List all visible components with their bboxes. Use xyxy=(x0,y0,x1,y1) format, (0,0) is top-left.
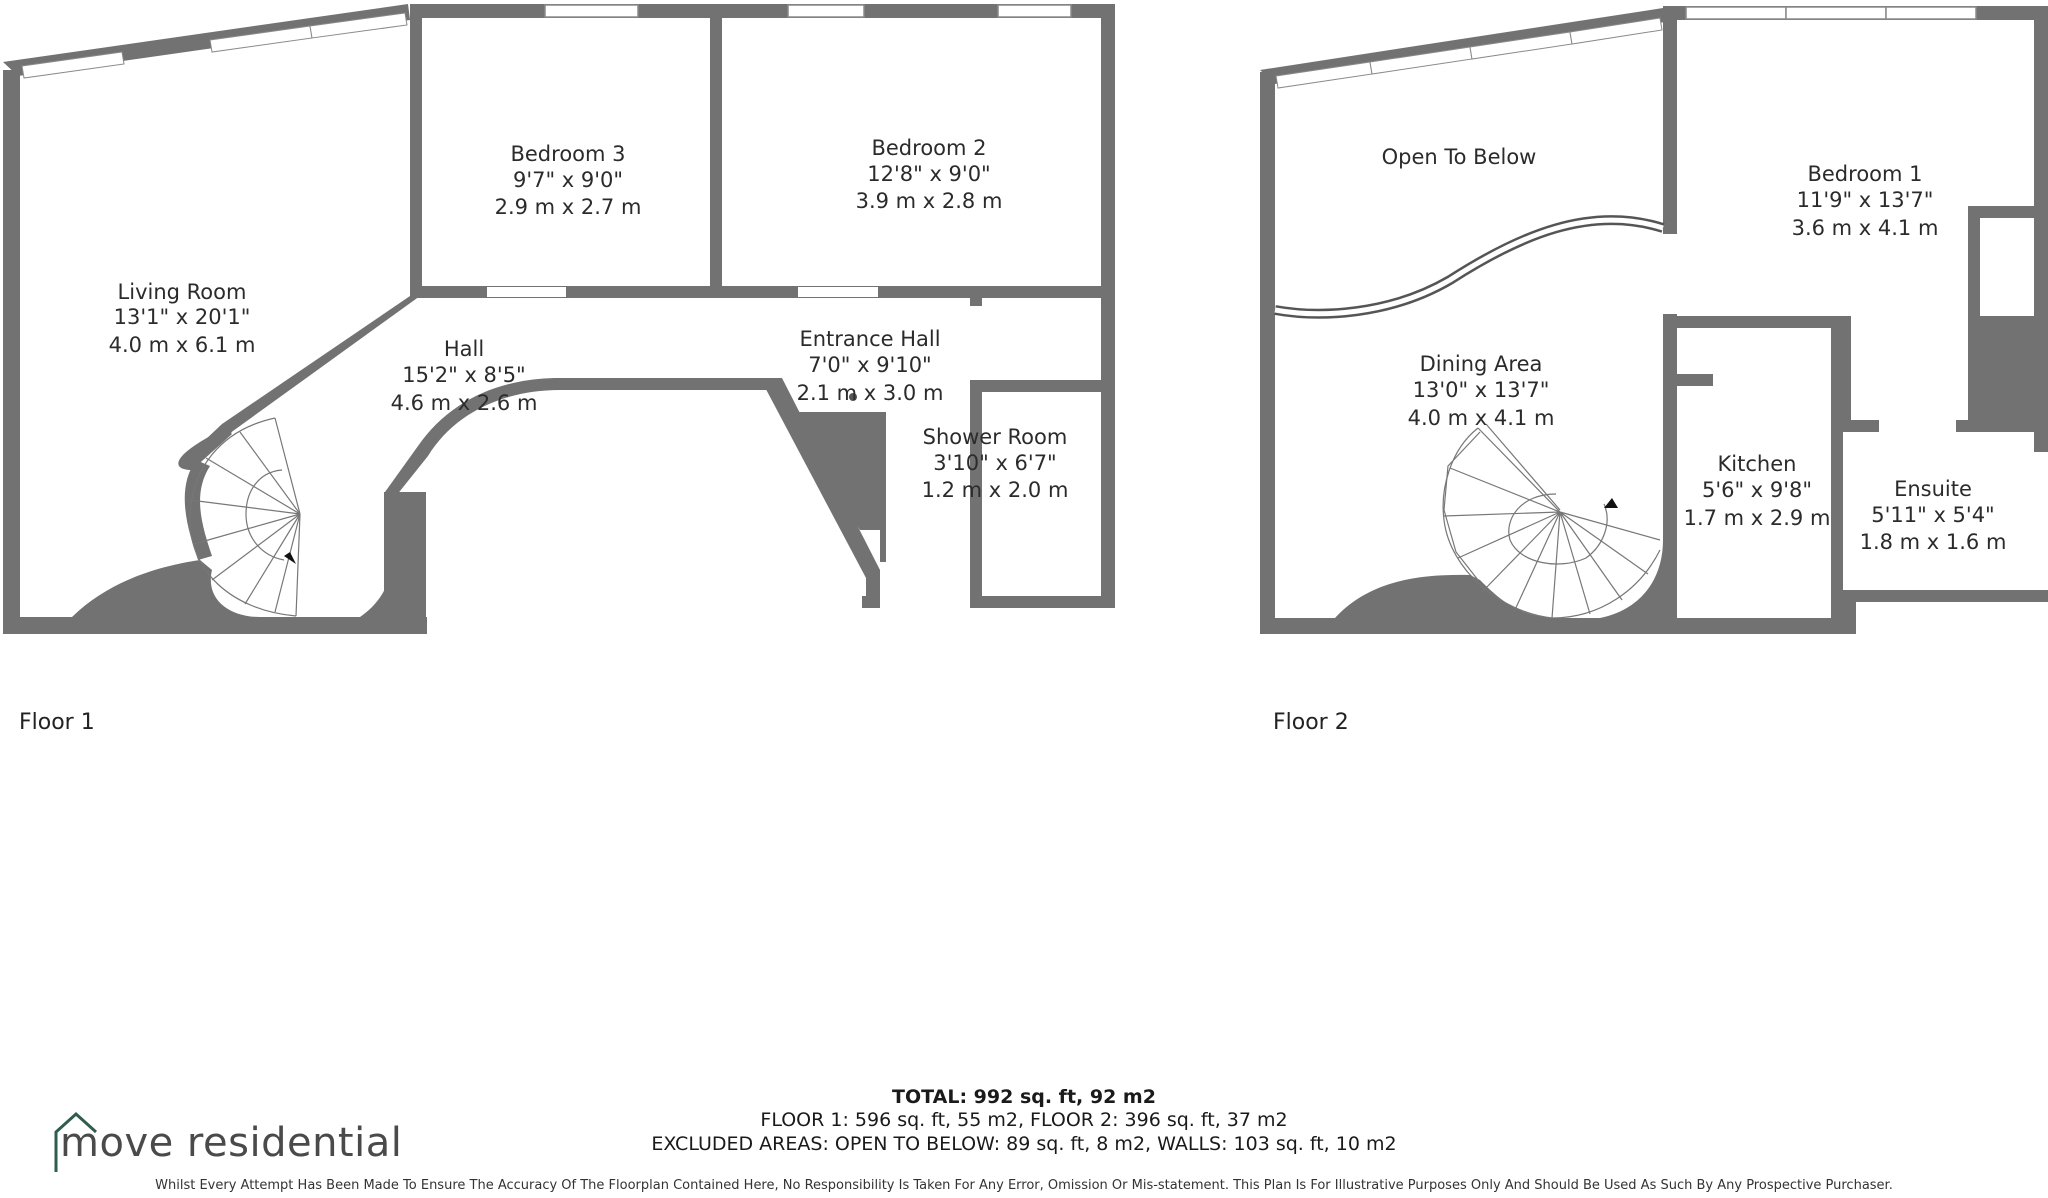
ensuite-imperial: 5'11" x 5'4" xyxy=(1871,503,1995,527)
bedroom1-imperial: 11'9" x 13'7" xyxy=(1796,188,1934,212)
living-room-name: Living Room xyxy=(117,280,247,304)
shower-room-metric: 1.2 m x 2.0 m xyxy=(921,478,1069,502)
shower-room-name: Shower Room xyxy=(922,425,1068,449)
excluded-areas: EXCLUDED AREAS: OPEN TO BELOW: 89 sq. ft, 8 m2, WALLS: 103 sq. ft, 10 m2 xyxy=(651,1133,1397,1155)
entrance-hall-name: Entrance Hall xyxy=(799,327,941,351)
hall-name: Hall xyxy=(443,337,485,361)
entrance-hall-metric: 2.1 m x 3.0 m xyxy=(796,381,944,405)
bedroom3-name: Bedroom 3 xyxy=(510,142,626,166)
bedroom2-metric: 3.9 m x 2.8 m xyxy=(855,189,1003,213)
entrance-hall-imperial: 7'0" x 9'10" xyxy=(808,353,932,377)
total-area: TOTAL: 992 sq. ft, 92 m2 xyxy=(892,1086,1156,1108)
logo-text: move residential xyxy=(60,1120,403,1166)
shower-room-imperial: 3'10" x 6'7" xyxy=(933,451,1057,475)
hall-imperial: 15'2" x 8'5" xyxy=(402,363,526,387)
bedroom3-metric: 2.9 m x 2.7 m xyxy=(494,195,642,219)
living-room-imperial: 13'1" x 20'1" xyxy=(113,305,251,329)
ensuite-name: Ensuite xyxy=(1894,477,1972,501)
bedroom2-imperial: 12'8" x 9'0" xyxy=(867,162,991,186)
ensuite-metric: 1.8 m x 1.6 m xyxy=(1859,530,2007,554)
bedroom2-name: Bedroom 2 xyxy=(871,136,987,160)
dining-area-metric: 4.0 m x 4.1 m xyxy=(1407,406,1555,430)
kitchen-metric: 1.7 m x 2.9 m xyxy=(1683,506,1831,530)
window xyxy=(1686,7,1976,19)
kitchen-imperial: 5'6" x 9'8" xyxy=(1701,478,1813,502)
bedroom3-imperial: 9'7" x 9'0" xyxy=(512,168,624,192)
bedroom1-metric: 3.6 m x 4.1 m xyxy=(1791,216,1939,240)
kitchen-name: Kitchen xyxy=(1717,452,1797,476)
living-room-metric: 4.0 m x 6.1 m xyxy=(108,333,256,357)
bedroom1-name: Bedroom 1 xyxy=(1807,162,1923,186)
floor2-label: Floor 2 xyxy=(1273,710,1349,735)
window xyxy=(22,13,407,78)
hall-metric: 4.6 m x 2.6 m xyxy=(390,391,538,415)
dining-area-name: Dining Area xyxy=(1419,352,1543,376)
window xyxy=(1276,18,1662,88)
floor1-label: Floor 1 xyxy=(19,710,95,735)
dining-area-imperial: 13'0" x 13'7" xyxy=(1412,378,1550,402)
open-to-below-name: Open To Below xyxy=(1381,145,1537,169)
floor-areas: FLOOR 1: 596 sq. ft, 55 m2, FLOOR 2: 396 sq. ft, 37 m2 xyxy=(760,1109,1288,1131)
disclaimer: Whilst Every Attempt Has Been Made To Ensure The Accuracy Of The Floorplan Contained Here, No Responsibility Is Taken For Any Error, Omission Or Mis-statement. This Plan Is For Illustrative Purposes Only And Should Be Used As Such By Any Prospective Purchaser. xyxy=(155,1178,1893,1193)
